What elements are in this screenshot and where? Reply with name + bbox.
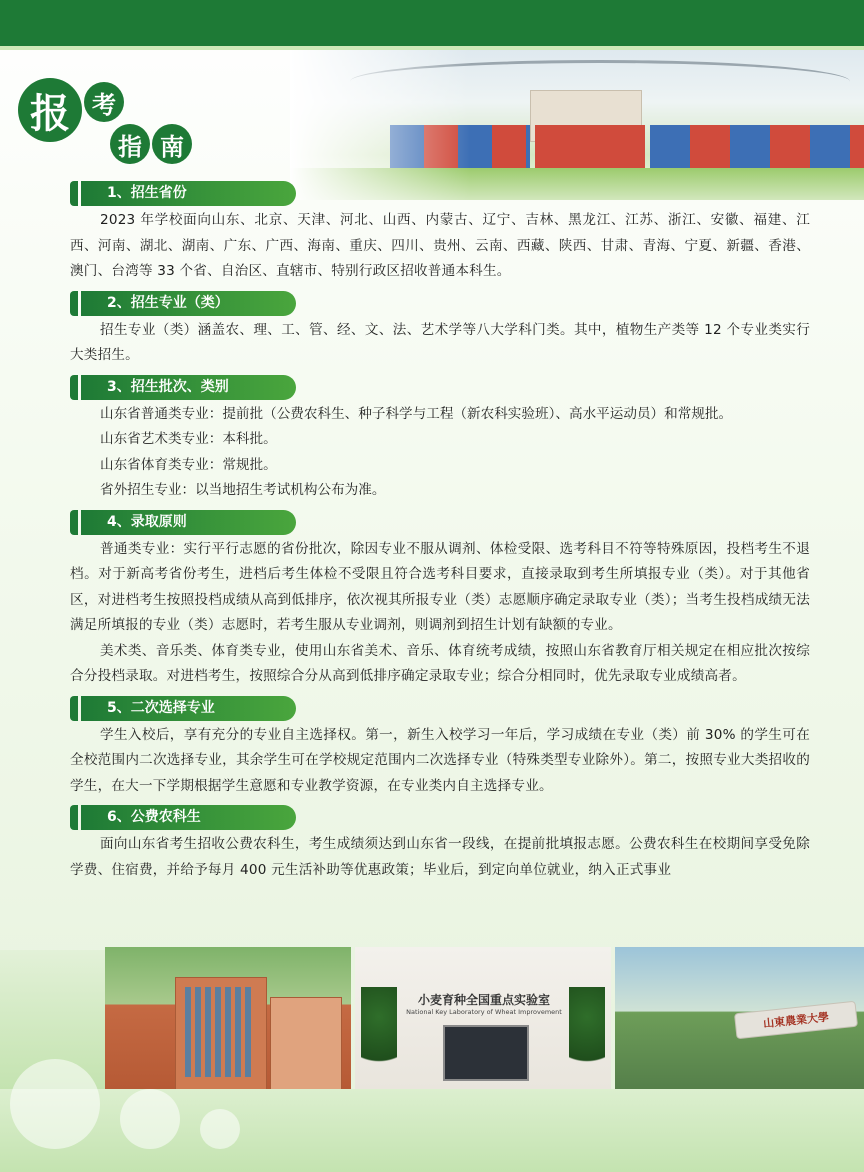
guide-content: [70, 181, 810, 883]
decor-circle: [200, 1109, 240, 1149]
campus-photo-strip: [105, 947, 864, 1089]
section-heading: [70, 375, 810, 400]
stadium-banner-image: [290, 50, 864, 200]
section-heading: [70, 510, 810, 535]
heading-label: 4、录取原则: [81, 510, 296, 535]
section-heading: [70, 181, 810, 206]
decor-circle: [120, 1089, 180, 1149]
section-paragraph: 招生专业（类）涵盖农、理、工、管、经、文、法、艺术学等八大学科门类。其中，植物生产类等 12 个专业类实行大类招生。: [70, 321, 810, 363]
building-annex: [270, 997, 342, 1089]
heading-label: 3、招生批次、类别: [81, 375, 296, 400]
campus-building-photo: [105, 947, 351, 1089]
section-heading: [70, 291, 810, 316]
section-line: 山东省普通类专业：提前批（公费农科生、种子科学与工程（新农科实验班）、高水平运动员）和常规批。: [100, 405, 733, 422]
banner-fade: [290, 50, 470, 200]
heading-cap: [70, 181, 78, 206]
section-paragraph: 面向山东省考生招收公费农科生，考生成绩须达到山东省一段线，在提前批填报志愿。公费农科生在校期间享受免除学费、住宿费，并给予每月 400 元生活补助等优惠政策；毕业后，到定向单位就业，纳入正式事业: [70, 836, 810, 878]
section-paragraph: 学生入校后，享有充分的专业自主选择权。第一，新生入校学习一年后，学习成绩在专业（类）前 30% 的学生可在全校范围内二次选择专业，其余学生可在学校规定范围内二次选择专业（特殊类型专业除外）。第二，按照专业大类招收的学生，在大一下学期根据学生意愿和专业教学资源，在专业类内自主选择专业。: [70, 726, 810, 794]
lab-display-board: [443, 1025, 529, 1081]
bottom-band: [0, 1089, 864, 1172]
section-line: 山东省体育类专业：常规批。: [100, 456, 277, 473]
heading-cap: [70, 696, 78, 721]
stadium-seats-right: [650, 125, 864, 170]
lab-sign-english: National Key Laboratory of Wheat Improvement: [406, 1008, 562, 1016]
section-paragraph: 美术类、音乐类、体育类专业，使用山东省美术、音乐、体育统考成绩，按照山东省教育厅相关规定在相应批次按综合分投档录取。对进档考生，按照综合分从高到低排序确定录取专业；综合分相同时，优先录取专业成绩高者。: [70, 642, 810, 684]
potted-plant-right: [569, 987, 605, 1087]
page-title: [18, 78, 218, 168]
heading-cap: [70, 805, 78, 830]
heading-label: 6、公费农科生: [81, 805, 296, 830]
top-header-bar: [0, 0, 864, 46]
building-windows: [185, 987, 255, 1077]
section-heading: [70, 696, 810, 721]
section-heading: [70, 805, 810, 830]
section-line: 省外招生专业：以当地招生考试机构公布为准。: [100, 482, 386, 498]
heading-cap: [70, 510, 78, 535]
title-char-3: 指: [110, 124, 150, 164]
campus-name-stone: 山東農業大學: [734, 1001, 858, 1040]
decor-circle: [10, 1059, 100, 1149]
title-char-4: 南: [152, 124, 192, 164]
section-paragraph: 2023 年学校面向山东、北京、天津、河北、山西、内蒙古、辽宁、吉林、黑龙江、江苏、浙江、安徽、福建、江西、河南、湖北、湖南、广东、广西、海南、重庆、四川、贵州、云南、西藏、陕西、甘肃、青海、宁夏、新疆、香港、澳门、台湾等 33 个省、自治区、直辖市、特别行政区招收普通本科生。: [70, 212, 810, 279]
potted-plant-left: [361, 987, 397, 1087]
wheat-lab-photo: [355, 947, 611, 1089]
title-char-1: 报: [18, 78, 82, 142]
heading-label: 5、二次选择专业: [81, 696, 296, 721]
title-char-2: 考: [84, 82, 124, 122]
section-line: 山东省艺术类专业：本科批。: [100, 431, 277, 447]
lab-sign-chinese: 小麦育种全国重点实验室: [417, 993, 550, 1007]
section-paragraph: 普通类专业：实行平行志愿的省份批次，除因专业不服从调剂、体检受限、选考科目不符等特殊原因，投档考生不退档。对于新高考省份考生，进档后考生体检不受限且符合选考科目要求，直接录取到考生所填报专业（类）。对于其他省区，对进档考生按照投档成绩从高到低排序，依次视其所报专业（类）志愿顺序确定录取专业（类）；当考生投档成绩无法满足所填报的专业（类）志愿时，若考生服从专业调剂，则调剂到招生计划有缺额的专业。: [70, 540, 810, 633]
heading-label: 2、招生专业（类）: [81, 291, 296, 316]
stadium-seats-center: [535, 125, 645, 170]
heading-label: 1、招生省份: [81, 181, 296, 206]
heading-cap: [70, 375, 78, 400]
heading-cap: [70, 291, 78, 316]
campus-gate-photo: [615, 947, 864, 1089]
